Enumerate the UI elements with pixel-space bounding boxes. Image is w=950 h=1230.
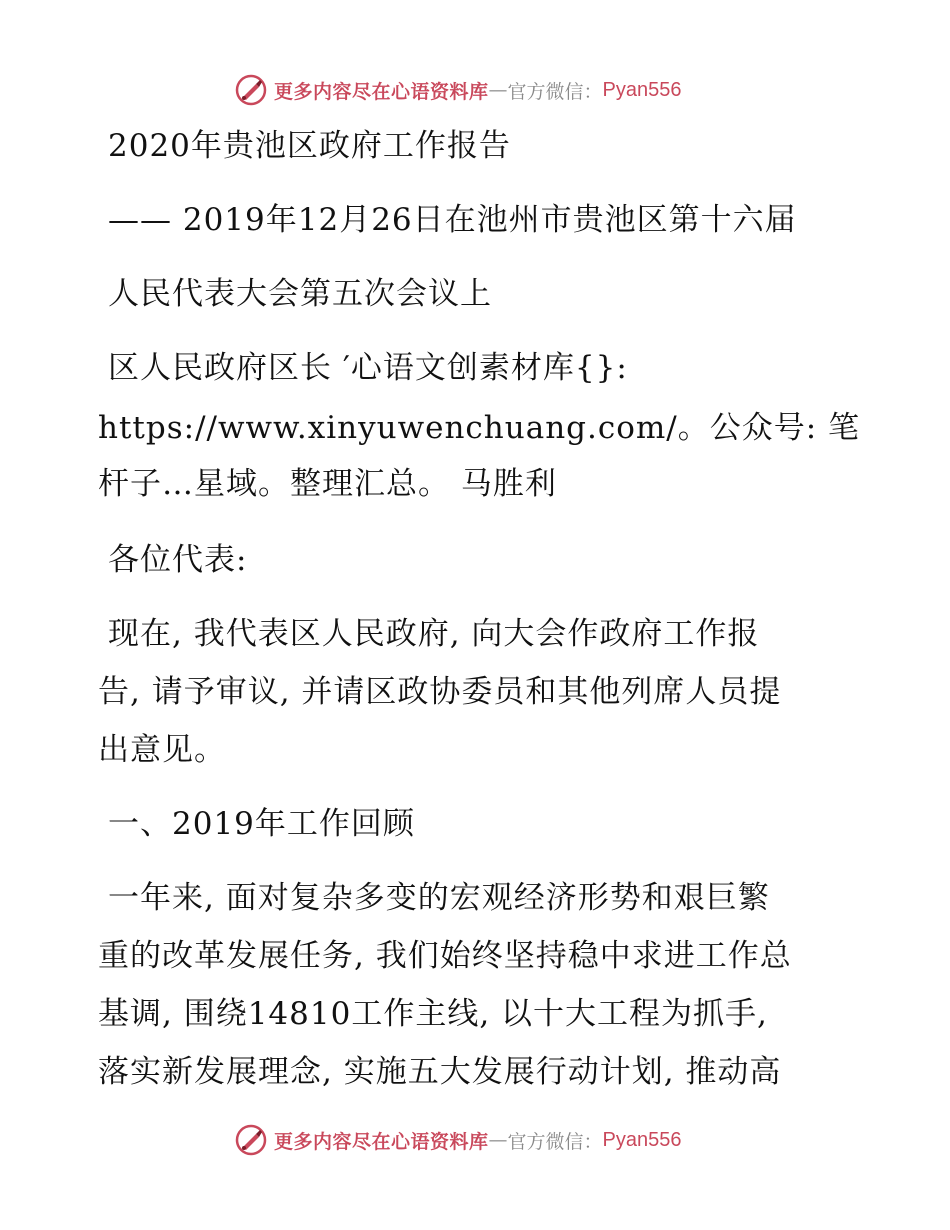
brush-logo-icon [234, 73, 268, 107]
paragraph-2-line-2: 重的改革发展任务, 我们始终坚持稳中求进工作总 [98, 938, 792, 974]
document-subtitle-line-1: —— 2019年12月26日在池州市贵池区第十六届 [108, 202, 797, 238]
document-author-line-3: 杆子…星域。整理汇总。 马胜利 [98, 466, 557, 502]
watermark-separator: — [488, 79, 508, 101]
watermark-wechat-id: Pyan556 [602, 1128, 682, 1151]
watermark-label: 官方微信： [507, 1130, 603, 1153]
paragraph-2-line-4: 落实新发展理念, 实施五大发展行动计划, 推动高 [98, 1054, 782, 1090]
salutation: 各位代表: [108, 542, 248, 578]
watermark-separator: — [488, 1129, 508, 1151]
watermark-wechat-id: Pyan556 [602, 78, 682, 101]
watermark-site-text: 更多内容尽在心语资料库 [274, 1130, 489, 1153]
paragraph-2-line-1: 一年来, 面对复杂多变的宏观经济形势和艰巨繁 [108, 880, 770, 916]
brush-logo-icon [234, 1123, 268, 1157]
paragraph-1-line-1: 现在, 我代表区人民政府, 向大会作政府工作报 [108, 616, 760, 652]
header-watermark [234, 72, 682, 108]
paragraph-2-line-3: 基调, 围绕14810工作主线, 以十大工程为抓手, [98, 996, 768, 1032]
paragraph-1-line-2: 告, 请予审议, 并请区政协委员和其他列席人员提 [98, 674, 782, 710]
section-heading: 一、2019年工作回顾 [108, 806, 415, 842]
watermark-label: 官方微信： [507, 80, 603, 103]
document-author-line-1: 区人民政府区长 ′心语文创素材库{}: [108, 350, 628, 386]
document-title: 2020年贵池区政府工作报告 [108, 128, 511, 164]
document-subtitle-line-2: 人民代表大会第五次会议上 [108, 276, 492, 312]
paragraph-1-line-3: 出意见。 [98, 732, 226, 768]
footer-watermark [234, 1122, 682, 1158]
watermark-site-text: 更多内容尽在心语资料库 [274, 80, 489, 103]
document-author-line-2: https://www.xinyuwenchuang.com/。公众号: 笔 [98, 410, 861, 446]
